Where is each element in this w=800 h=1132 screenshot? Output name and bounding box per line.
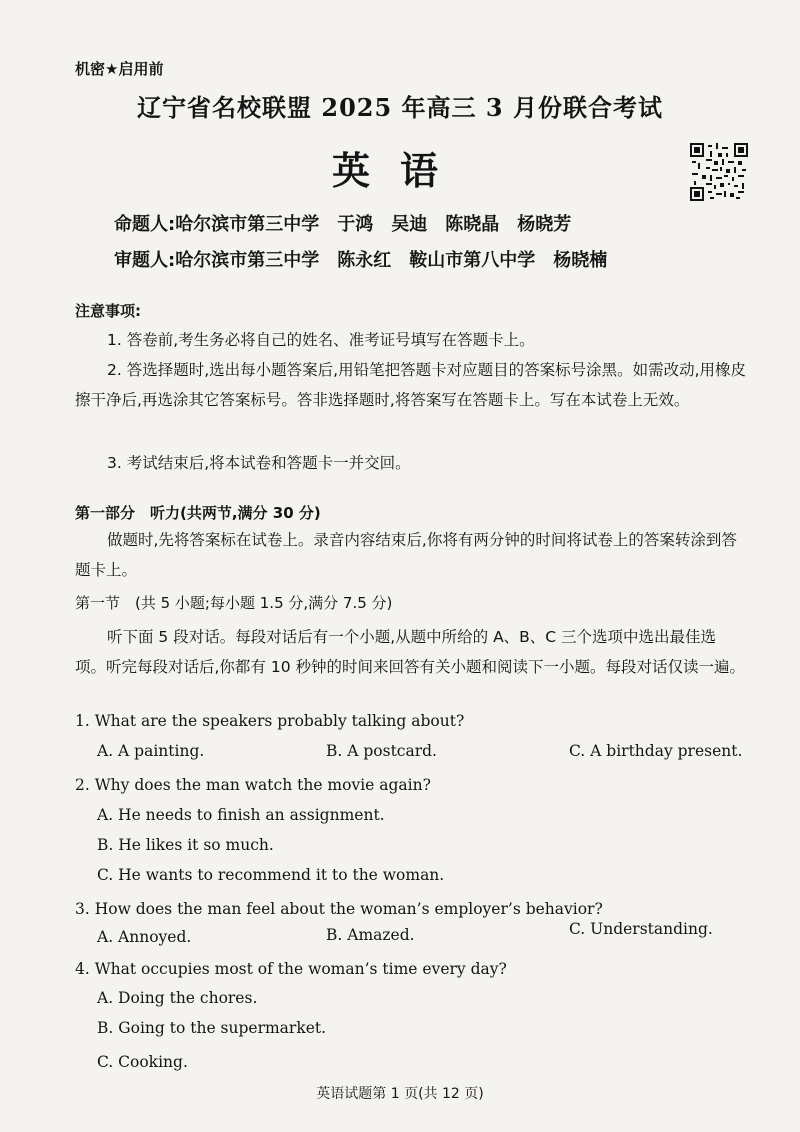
note-item: 3. 考试结束后,将本试卷和答题卡一并交回。 (107, 454, 411, 472)
page-footer: 英语试题第 1 页(共 12 页) (316, 1086, 484, 1102)
confidential-mark: 机密★启用前 (75, 60, 164, 78)
question-stem: 3. How does the man feel about the woman’s employer’s behavior? (75, 900, 603, 918)
option-a: A. A painting. (97, 742, 205, 760)
question-stem: 4. What occupies most of the woman’s time every day? (75, 960, 507, 978)
subject-title: 英语 (331, 149, 468, 193)
section1-instruction: 听下面 5 段对话。每段对话后有一个小题,从题中所给的 A、B、C 三个选项中选出最佳选项。听完每段对话后,你都有 10 秒钟的时间来回答有关小题和阅读下一小题。每段对话仅读一遍。 (75, 628, 746, 676)
notes-heading: 注意事项: (75, 302, 141, 320)
note-item: 2. 答选择题时,选出每小题答案后,用铅笔把答题卡对应题目的答案标号涂黑。如需改动,用橡皮擦干净后,再选涂其它答案标号。答非选择题时,将答案写在答题卡上。写在本试卷上无效。 (75, 361, 746, 409)
exam-title: 辽宁省名校联盟 2025 年高三 3 月份联合考试 (137, 93, 663, 122)
option-b: B. He likes it so much. (97, 836, 274, 854)
option-c: C. A birthday present. (569, 742, 743, 760)
option-b: B. Amazed. (326, 926, 415, 944)
option-a: A. Doing the chores. (97, 989, 258, 1007)
option-a: A. He needs to finish an assignment. (97, 806, 385, 824)
option-b: B. Going to the supermarket. (97, 1019, 327, 1037)
option-b: B. A postcard. (326, 742, 437, 760)
option-c: C. He wants to recommend it to the woman. (97, 866, 445, 884)
note-item: 1. 答卷前,考生务必将自己的姓名、准考证号填写在答题卡上。 (107, 331, 535, 349)
part1-heading: 第一部分 听力(共两节,满分 30 分) (75, 504, 321, 522)
option-a: A. Annoyed. (97, 928, 192, 946)
question-stem: 1. What are the speakers probably talking about? (75, 712, 465, 730)
part1-instruction: 做题时,先将答案标在试卷上。录音内容结束后,你将有两分钟的时间将试卷上的答案转涂到答题卡上。 (75, 531, 737, 579)
qr-code-icon (690, 143, 748, 201)
option-c: C. Understanding. (569, 920, 713, 938)
question-stem: 2. Why does the man watch the movie again? (75, 776, 431, 794)
setters-line: 命题人:哈尔滨市第三中学 于鸿 吴迪 陈晓晶 杨晓芳 (114, 214, 572, 235)
section1-heading: 第一节 (共 5 小题;每小题 1.5 分,满分 7.5 分) (75, 594, 393, 612)
option-c: C. Cooking. (97, 1053, 188, 1071)
reviewers-line: 审题人:哈尔滨市第三中学 陈永红 鞍山市第八中学 杨晓楠 (114, 250, 608, 271)
